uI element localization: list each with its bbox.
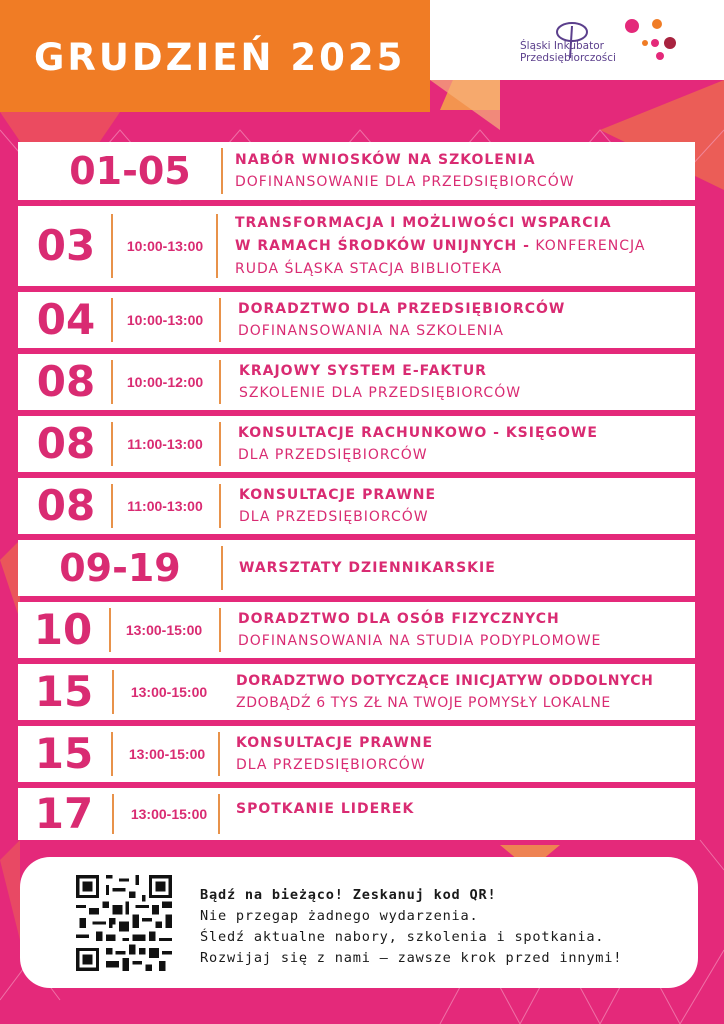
event-subtitle: DOFINANSOWANIA NA SZKOLENIA (238, 323, 504, 339)
event-description (236, 798, 414, 820)
footer-text (200, 885, 622, 969)
event-title: DORADZTWO DLA PRZEDSIĘBIORCÓW (238, 301, 566, 317)
separator (221, 148, 223, 194)
qr-code-icon[interactable] (76, 875, 172, 971)
event-row (18, 416, 695, 472)
event-title: WARSZTATY DZIENNIKARSKIE (239, 560, 496, 576)
event-time: 13:00-15:00 (125, 622, 203, 638)
separator (219, 422, 221, 466)
event-date: 09-19 (59, 546, 181, 590)
logo-line-2: Przedsiębiorczości (520, 52, 616, 64)
separator (219, 298, 221, 342)
separator (219, 360, 221, 404)
event-row (18, 726, 695, 782)
event-title: NABÓR WNIOSKÓW NA SZKOLENIA (235, 152, 536, 168)
event-title: KRAJOWY SYSTEM E-FAKTUR (239, 363, 487, 379)
separator (218, 732, 220, 776)
event-row (18, 206, 695, 286)
event-subtitle: DOFINANSOWANIE DLA PRZEDSIĘBIORCÓW (235, 174, 575, 190)
separator (218, 794, 220, 834)
event-date: 08 (36, 419, 96, 468)
event-title: TRANSFORMACJA I MOŻLIWOŚCI WSPARCIA (235, 215, 612, 231)
footer-heading: Bądź na bieżąco! Zeskanuj kod QR! (200, 887, 497, 903)
event-description (238, 608, 601, 652)
event-date: 01-05 (69, 149, 191, 193)
event-title: KONSULTACJE PRAWNE (236, 735, 434, 751)
event-time: 10:00-12:00 (126, 374, 204, 390)
logo-line-1: Śląski Inkubator (520, 40, 604, 52)
event-date: 08 (36, 481, 96, 530)
event-description (239, 360, 521, 404)
separator (111, 214, 113, 278)
event-description (238, 298, 565, 342)
event-date: 15 (34, 729, 94, 778)
event-title-cont: W RAMACH ŚRODKÓW UNIJNYCH - (235, 238, 530, 254)
event-time: 11:00-13:00 (127, 498, 203, 514)
event-date: 10 (33, 605, 93, 654)
separator (219, 484, 221, 528)
event-row (18, 478, 695, 534)
event-type: KONFERENCJA (529, 238, 646, 254)
event-subtitle: DLA PRZEDSIĘBIORCÓW (236, 757, 426, 773)
event-time: 10:00-13:00 (126, 312, 204, 328)
event-time: 13:00-15:00 (130, 806, 208, 822)
separator (219, 608, 221, 652)
event-subtitle: DLA PRZEDSIĘBIORCÓW (239, 509, 429, 525)
event-time: 13:00-15:00 (130, 684, 208, 700)
page-title: GRUDZIEŃ 2025 (34, 36, 406, 79)
event-description (238, 422, 598, 466)
event-row (18, 664, 695, 720)
event-description (236, 670, 653, 714)
event-description (235, 149, 575, 193)
event-time: 11:00-13:00 (127, 436, 203, 452)
event-subtitle: SZKOLENIE DLA PRZEDSIĘBIORCÓW (239, 385, 522, 401)
event-subtitle: RUDA ŚLĄSKA STACJA BIBLIOTEKA (235, 261, 503, 277)
event-date: 08 (36, 357, 96, 406)
logo (520, 18, 700, 68)
event-row (18, 540, 695, 596)
event-title: KONSULTACJE PRAWNE (239, 487, 437, 503)
qr-info-box (20, 857, 698, 988)
event-title: SPOTKANIE LIDEREK (236, 801, 415, 817)
logo-text (520, 40, 616, 64)
separator (112, 670, 114, 714)
separator (111, 422, 113, 466)
event-row (18, 292, 695, 348)
event-row (18, 788, 695, 840)
event-date: 17 (34, 789, 94, 838)
event-title: DORADZTWO DOTYCZĄCE INICJATYW ODDOLNYCH (236, 673, 654, 689)
event-time: 13:00-15:00 (128, 746, 206, 762)
event-description (239, 557, 496, 579)
event-date: 15 (34, 667, 94, 716)
event-row (18, 602, 695, 658)
separator (112, 794, 114, 834)
event-subtitle: DLA PRZEDSIĘBIORCÓW (238, 447, 428, 463)
footer-line-3: Rozwijaj się z nami – zawsze krok przed innymi! (200, 950, 623, 966)
event-subtitle: ZDOBĄDŹ 6 TYS ZŁ NA TWOJE POMYSŁY LOKALNE (236, 695, 611, 711)
event-time: 10:00-13:00 (126, 238, 204, 254)
separator (111, 298, 113, 342)
footer-line-2: Śledź aktualne nabory, szkolenia i spotkania. (200, 929, 605, 945)
separator (216, 214, 218, 278)
event-row (18, 142, 695, 200)
separator (221, 546, 223, 590)
separator (111, 484, 113, 528)
separator (111, 360, 113, 404)
footer-line-1: Nie przegap żadnego wydarzenia. (200, 908, 479, 924)
event-description (236, 732, 433, 776)
event-title: DORADZTWO DLA OSÓB FIZYCZNYCH (238, 611, 560, 627)
event-date: 04 (36, 295, 96, 344)
event-row (18, 354, 695, 410)
event-date: 03 (36, 221, 96, 270)
separator (109, 608, 111, 652)
event-subtitle: DOFINANSOWANIA NA STUDIA PODYPLOMOWE (238, 633, 602, 649)
separator (111, 732, 113, 776)
event-description (239, 484, 436, 528)
event-title: KONSULTACJE RACHUNKOWO - KSIĘGOWE (238, 425, 598, 441)
event-description (235, 212, 645, 281)
